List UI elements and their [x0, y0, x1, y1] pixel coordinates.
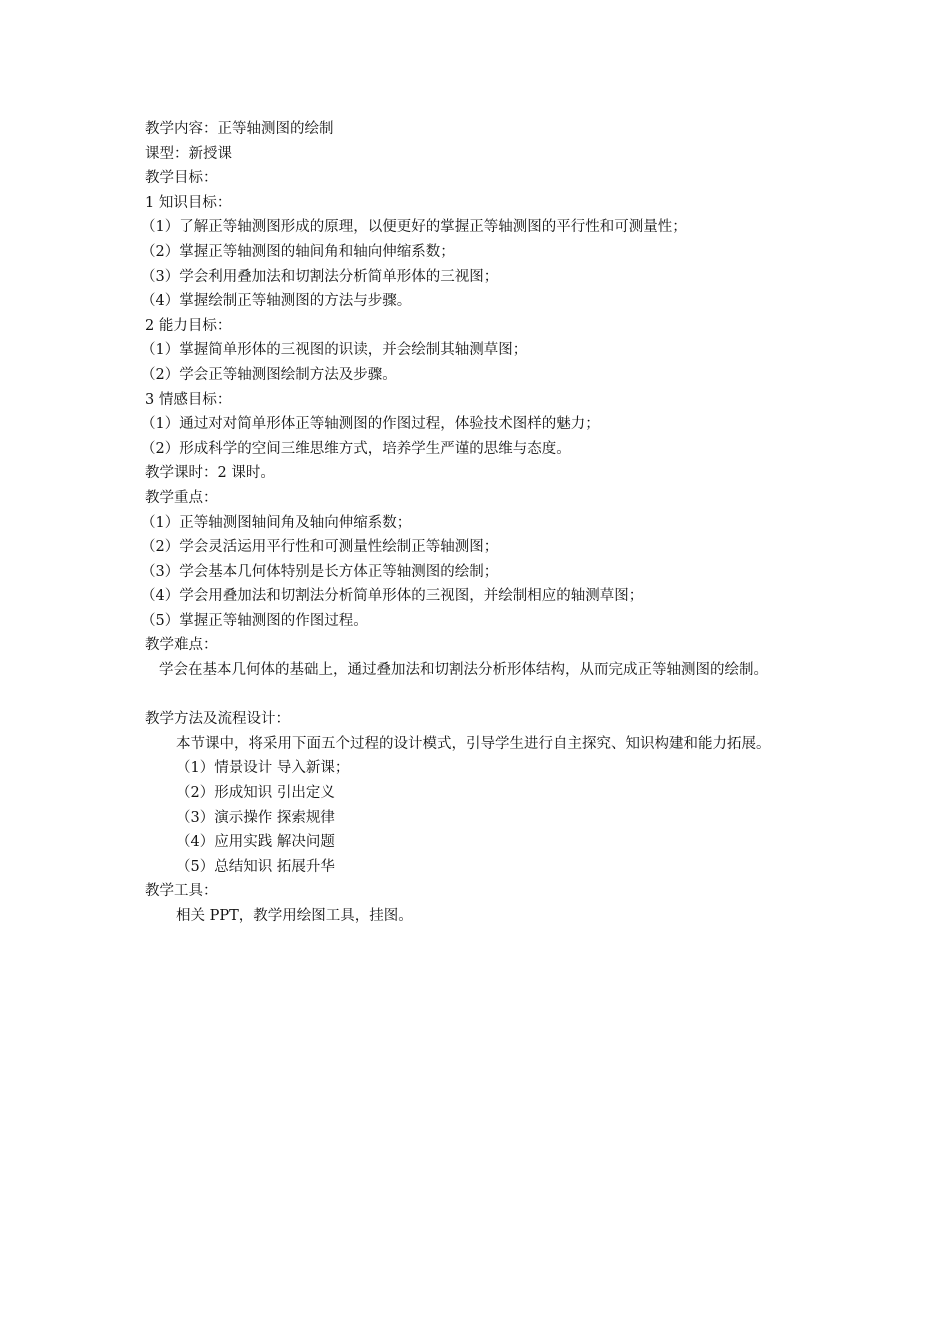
key-point-item: （5）掌握正等轴测图的作图过程。 [141, 612, 368, 629]
tools-heading: 教学工具： [145, 883, 218, 900]
key-point-item: （1）正等轴测图轴间角及轴向伸缩系数； [141, 514, 412, 531]
knowledge-goal-item: （2）掌握正等轴测图的轴间角和轴向伸缩系数； [141, 243, 455, 260]
method-step-item: （4）应用实践 解决问题 [176, 834, 335, 851]
knowledge-goal-item: （4）掌握绘制正等轴测图的方法与步骤。 [141, 293, 412, 310]
ability-goal-item: （1）掌握简单形体的三视图的识读，并会绘制其轴测草图； [141, 342, 528, 359]
emotion-goal-item: （1）通过对对简单形体正等轴测图的作图过程，体验技术图样的魅力； [141, 416, 600, 433]
difficulty-paragraph: 学会在基本几何体的基础上，通过叠加法和切割法分析形体结构，从而完成正等轴测图的绘制。 [159, 662, 768, 679]
difficulty-heading: 教学难点： [145, 637, 218, 654]
emotion-goals-heading: 3 情感目标： [145, 391, 232, 408]
method-step-item: （5）总结知识 拓展升华 [176, 858, 335, 875]
ability-goal-item: （2）学会正等轴测图绘制方法及步骤。 [141, 366, 397, 383]
blank-line [145, 683, 810, 708]
method-heading: 教学方法及流程设计： [145, 711, 290, 728]
teaching-goals-heading: 教学目标： [145, 170, 218, 187]
teaching-hours-line: 教学课时：2 课时。 [145, 465, 275, 482]
method-step-item: （3）演示操作 探索规律 [176, 809, 335, 826]
tools-text: 相关 PPT，教学用绘图工具，挂图。 [176, 908, 413, 924]
emotion-goal-item: （2）形成科学的空间三维思维方式，培养学生严谨的思维与态度。 [141, 440, 571, 457]
ability-goals-heading: 2 能力目标： [145, 317, 232, 334]
lesson-content-line: 教学内容：正等轴测图的绘制 [145, 121, 334, 137]
key-point-item: （3）学会基本几何体特别是长方体正等轴测图的绘制； [141, 563, 499, 580]
lesson-plan-body [141, 117, 810, 929]
knowledge-goal-item: （1）了解正等轴测图形成的原理，以便更好的掌握正等轴测图的平行性和可测量性； [141, 219, 687, 236]
method-step-item: （2）形成知识 引出定义 [176, 785, 335, 802]
method-intro-paragraph: 本节课中，将采用下面五个过程的设计模式，引导学生进行自主探究、知识构建和能力拓展。 [176, 735, 771, 752]
knowledge-goal-item: （3）学会利用叠加法和切割法分析简单形体的三视图； [141, 268, 499, 285]
lesson-type-line: 课型：新授课 [145, 145, 232, 162]
key-point-item: （4）学会用叠加法和切割法分析简单形体的三视图，并绘制相应的轴测草图； [141, 588, 644, 605]
method-step-item: （1）情景设计 导入新课； [176, 760, 350, 777]
knowledge-goals-heading: 1 知识目标： [145, 194, 232, 211]
key-points-heading: 教学重点： [145, 489, 218, 506]
key-point-item: （2）学会灵活运用平行性和可测量性绘制正等轴测图； [141, 539, 499, 556]
